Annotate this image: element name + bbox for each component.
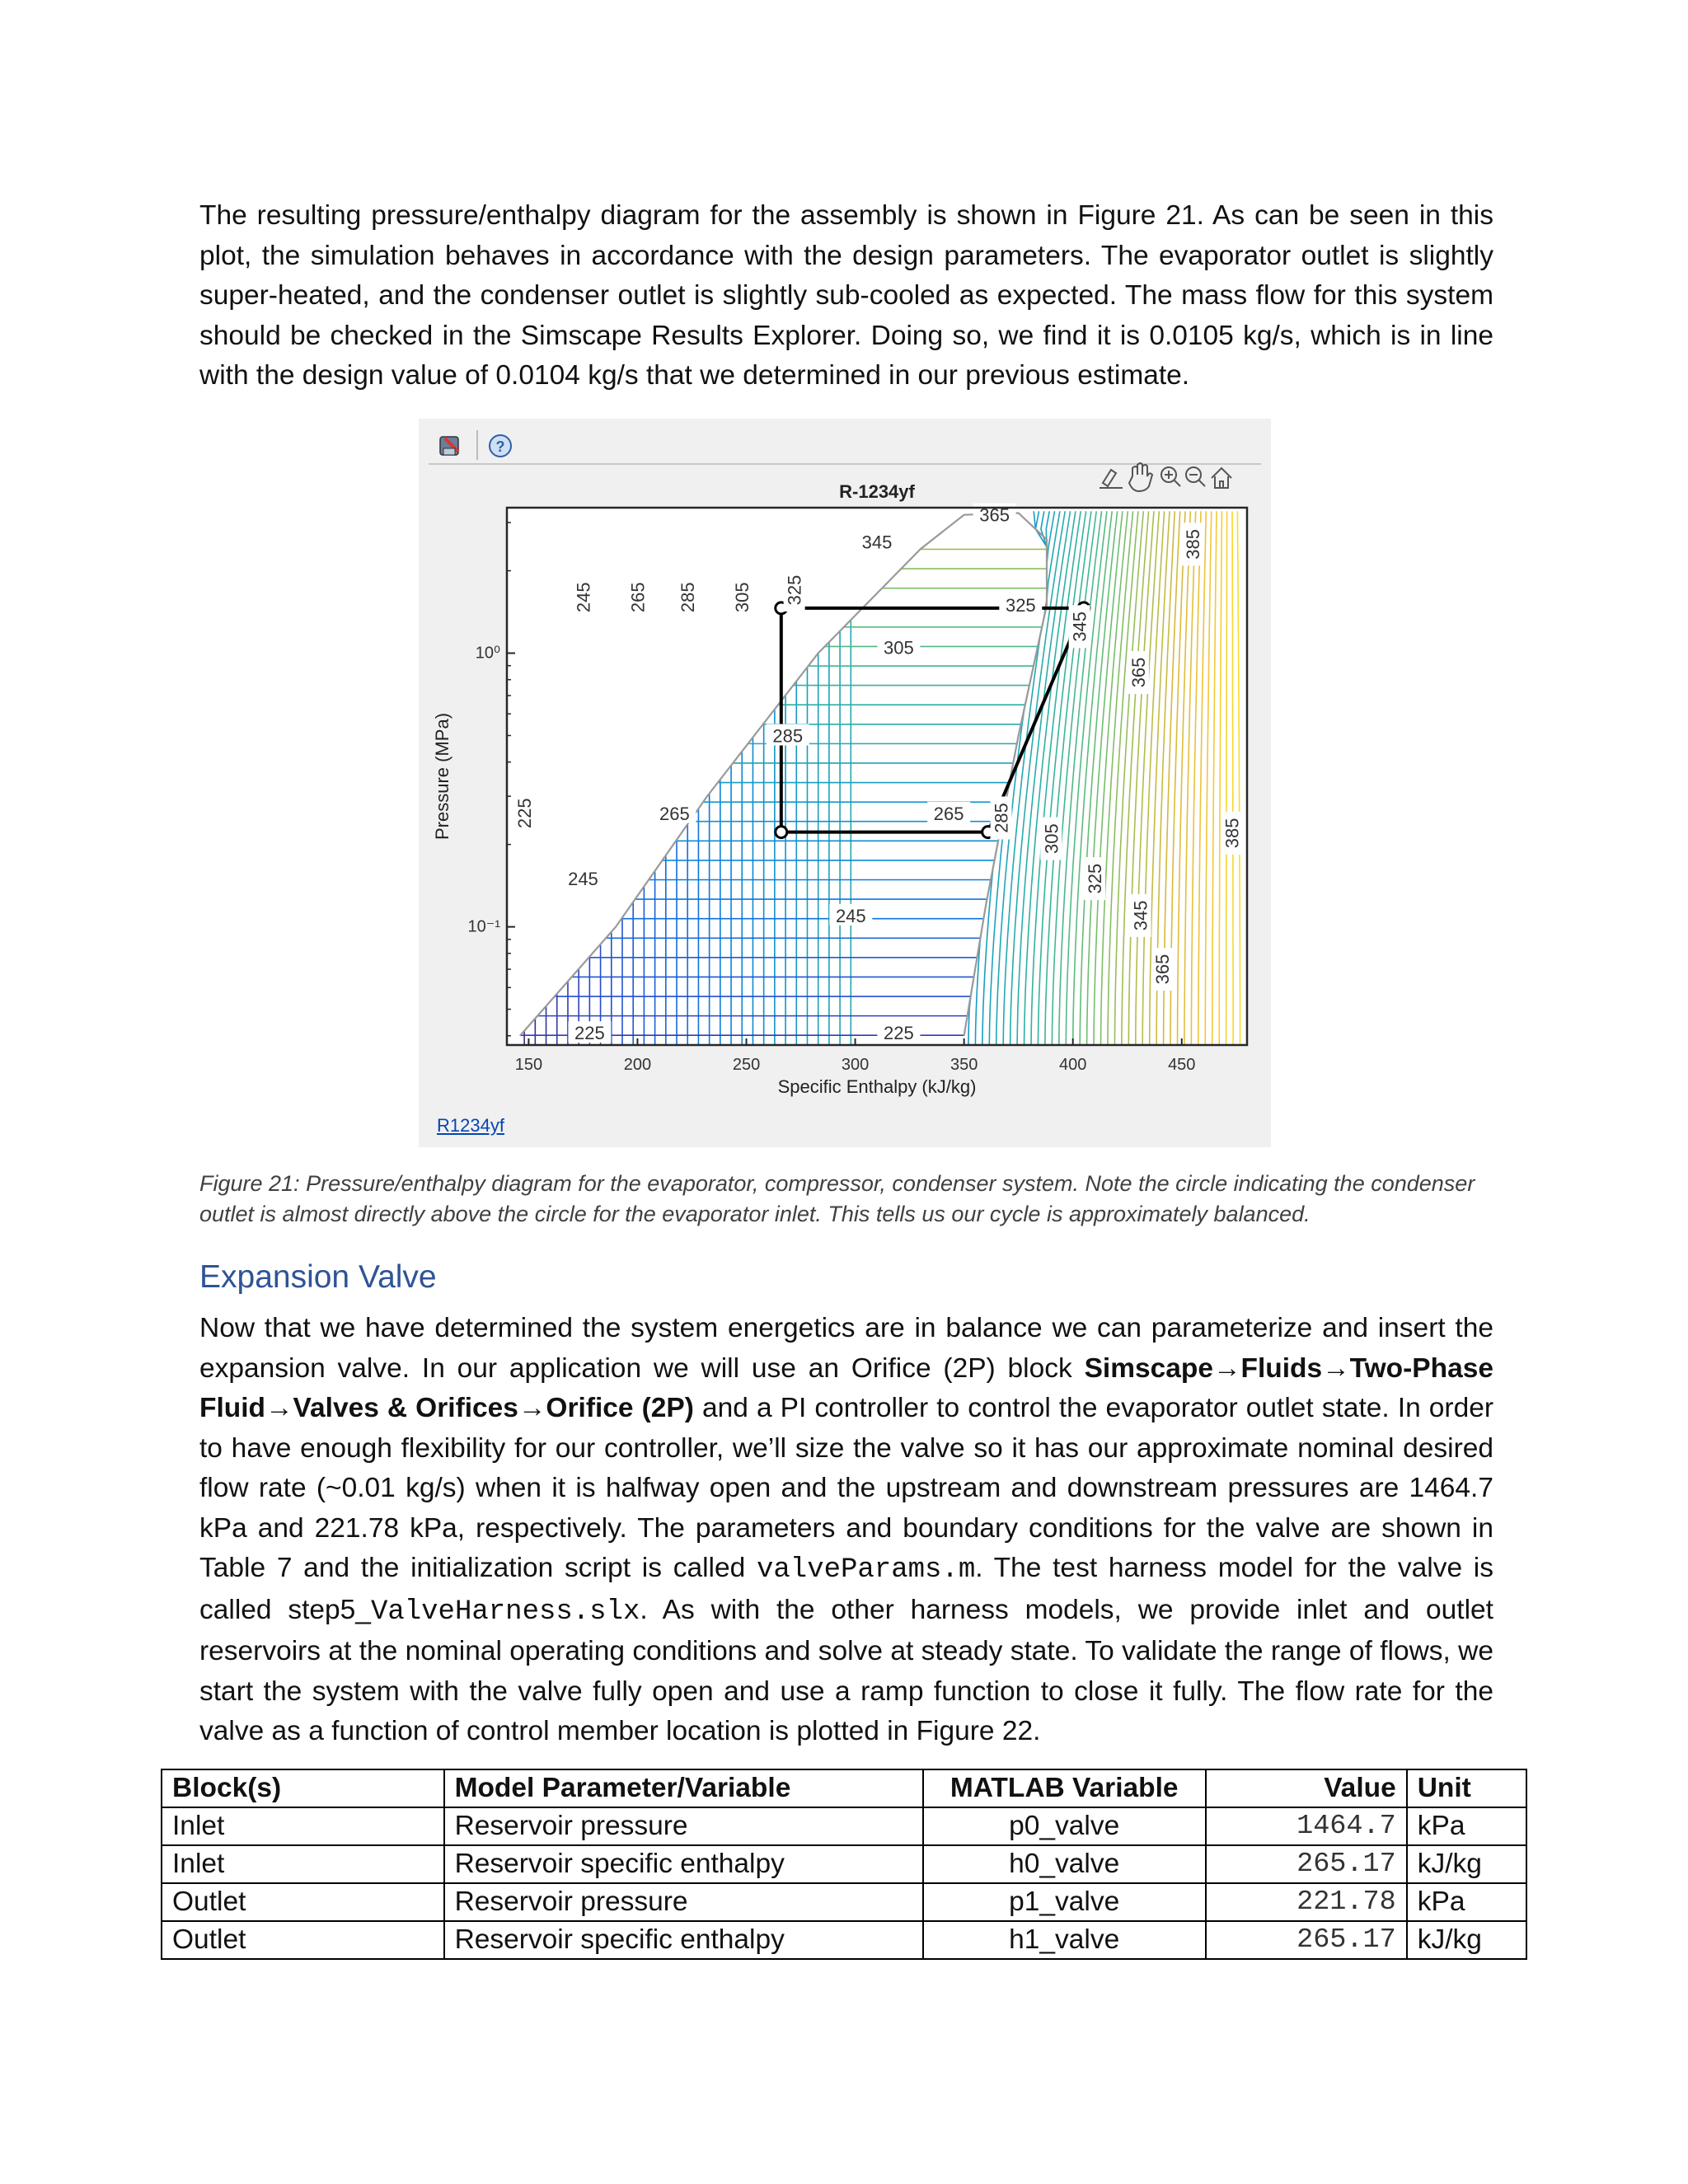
cell-block: Outlet (162, 1921, 444, 1959)
figure-window (419, 419, 1271, 1147)
harness-name: ValveHarness.slx (370, 1596, 640, 1628)
isotherm-label: 345 (1069, 611, 1090, 642)
x-axis-label: Specific Enthalpy (kJ/kg) (777, 1076, 977, 1097)
cell-parameter: Reservoir pressure (444, 1883, 923, 1921)
isotherm-label: 385 (1221, 818, 1243, 849)
y-tick-label: 10⁰ (475, 644, 500, 663)
body-paragraph (199, 1309, 1493, 1752)
axes-toolbar (1100, 463, 1231, 491)
isotherm-label: 325 (1085, 863, 1106, 894)
cell-value: 221.78 (1206, 1883, 1407, 1921)
home-icon[interactable] (1212, 468, 1231, 488)
isotherm-label: 365 (979, 504, 1010, 526)
isotherm-label: 345 (1130, 900, 1151, 931)
isotherm-label: 385 (1182, 528, 1203, 560)
header-value: Value (1206, 1769, 1407, 1807)
body-text-3: . The test harness model for the valve is called step5_ (199, 1553, 1493, 1625)
header-parameter: Model Parameter/Variable (444, 1769, 923, 1807)
isotherm-label: 225 (574, 1023, 605, 1044)
body-text-4: . As with the other harness models, we provide inlet and outlet reservoirs at the nominal operating conditions and solve at steady state. To validate the range of flows, we start the system with the valve fully open and use a ramp function to close it fully. The flow rate for the valve as a function of control member location is plotted in Figure 22. (199, 1594, 1493, 1746)
isotherm-label: 245 (573, 582, 594, 613)
cell-block: Inlet (162, 1845, 444, 1883)
pan-hand-icon[interactable] (1129, 463, 1152, 491)
isotherm-label: 325 (784, 574, 805, 606)
brush-icon[interactable] (1100, 470, 1123, 488)
x-tick-label: 150 (514, 1056, 543, 1074)
cell-value: 265.17 (1206, 1845, 1407, 1883)
cycle-point (776, 827, 787, 838)
figure-caption: Figure 21: Pressure/enthalpy diagram for the evaporator, compressor, condenser system. Note the circle indicating the condenser outlet is almost directly above the circle for the evaporator inlet. This tells us our cycle is approximately balanced. (199, 1171, 1475, 1226)
cell-unit: kJ/kg (1407, 1921, 1526, 1959)
table-row (162, 1921, 1526, 1959)
cell-parameter: Reservoir specific enthalpy (444, 1921, 923, 1959)
x-tick-label: 450 (1168, 1056, 1196, 1074)
cell-matlab-variable: h0_valve (923, 1845, 1206, 1883)
svg-text:?: ? (495, 438, 505, 455)
cell-unit: kPa (1407, 1883, 1526, 1921)
cell-block: Outlet (162, 1883, 444, 1921)
isotherm-label: 265 (659, 803, 690, 824)
isotherm-label: 305 (1041, 823, 1062, 854)
isotherm-label: 325 (1005, 595, 1036, 616)
table-row (162, 1845, 1526, 1883)
isotherm-label: 365 (1151, 954, 1173, 985)
isotherm-label: 305 (732, 582, 753, 613)
cell-value: 265.17 (1206, 1921, 1407, 1959)
section-heading: Expansion Valve (199, 1259, 437, 1295)
cell-matlab-variable: h1_valve (923, 1921, 1206, 1959)
cell-unit: kPa (1407, 1807, 1526, 1845)
table-row (162, 1807, 1526, 1845)
cell-unit: kJ/kg (1407, 1845, 1526, 1883)
table-header-row (162, 1769, 1526, 1807)
isotherm-label: 285 (678, 582, 699, 613)
isotherm-label: 265 (627, 582, 649, 613)
body-text-1: Now that we have determined the system energetics are in balance we can parameterize and insert the expansion valve. In our application we will use an Orifice (2P) block (199, 1313, 1493, 1384)
header-block: Block(s) (162, 1769, 444, 1807)
cell-block: Inlet (162, 1807, 444, 1845)
zoom-out-icon[interactable] (1186, 467, 1205, 486)
y-tick-label: 10⁻¹ (467, 917, 500, 936)
x-tick-label: 300 (841, 1056, 870, 1074)
isotherm-label: 245 (568, 869, 598, 890)
x-tick-label: 350 (950, 1056, 978, 1074)
body-text-2: and a PI controller to control the evaporator outlet state. In order to have enough flexibility for our controller, we’ll size the valve so it has our approximate nominal desired flow rate (~0.01 kg/s) when it is halfway open and the upstream and downstream pressures are 1464.7 kPa and 221.78 kPa, respectively. The parameters and boundary conditions for the valve are shown in Table 7 and the initialization script is called (199, 1393, 1493, 1583)
ph-diagram (419, 419, 1271, 1147)
isotherm-label: 265 (933, 803, 964, 824)
y-axis-label: Pressure (MPa) (432, 712, 452, 841)
x-tick-label: 400 (1059, 1056, 1087, 1074)
script-name: valveParams.m (756, 1554, 976, 1586)
chart-title: R-1234yf (839, 481, 915, 502)
cell-parameter: Reservoir specific enthalpy (444, 1845, 923, 1883)
zoom-in-icon[interactable] (1161, 467, 1180, 486)
isotherm-label: 225 (514, 798, 536, 829)
header-matlab-variable: MATLAB Variable (923, 1769, 1206, 1807)
header-unit: Unit (1407, 1769, 1526, 1807)
cell-matlab-variable: p0_valve (923, 1807, 1206, 1845)
r1234yf-link[interactable]: R1234yf (437, 1115, 504, 1136)
isotherm-label: 365 (1128, 657, 1149, 688)
cell-value: 1464.7 (1206, 1807, 1407, 1845)
isotherm-label: 305 (884, 637, 914, 658)
isotherm-label: 285 (991, 803, 1012, 833)
isotherm-label: 345 (861, 532, 893, 553)
x-tick-label: 250 (732, 1056, 761, 1074)
cell-parameter: Reservoir pressure (444, 1807, 923, 1845)
isotherm-label: 225 (884, 1023, 914, 1044)
isotherm-label: 285 (772, 725, 804, 747)
parameter-table (161, 1769, 1527, 1960)
x-tick-label: 200 (623, 1056, 652, 1074)
block-path: Simscape→Fluids→Two-Phase Fluid→Valves & Orifices→Orifice (2P) (199, 1352, 1493, 1423)
table-row (162, 1883, 1526, 1921)
intro-paragraph: The resulting pressure/enthalpy diagram for the assembly is shown in Figure 21. As can be seen in this plot, the simulation behaves in accordance with the design parameters. The evaporator outlet is slightly super-heated, and the condenser outlet is slightly sub-cooled as expected. The mass flow for this system should be checked in the Simscape Results Explorer. Doing so, we find it is 0.0105 kg/s, which is in line with the design value of 0.0104 kg/s that we determined in our previous estimate. (199, 200, 1493, 391)
isotherm-label: 245 (835, 905, 866, 926)
plot-area (507, 508, 1247, 1045)
cell-matlab-variable: p1_valve (923, 1883, 1206, 1921)
